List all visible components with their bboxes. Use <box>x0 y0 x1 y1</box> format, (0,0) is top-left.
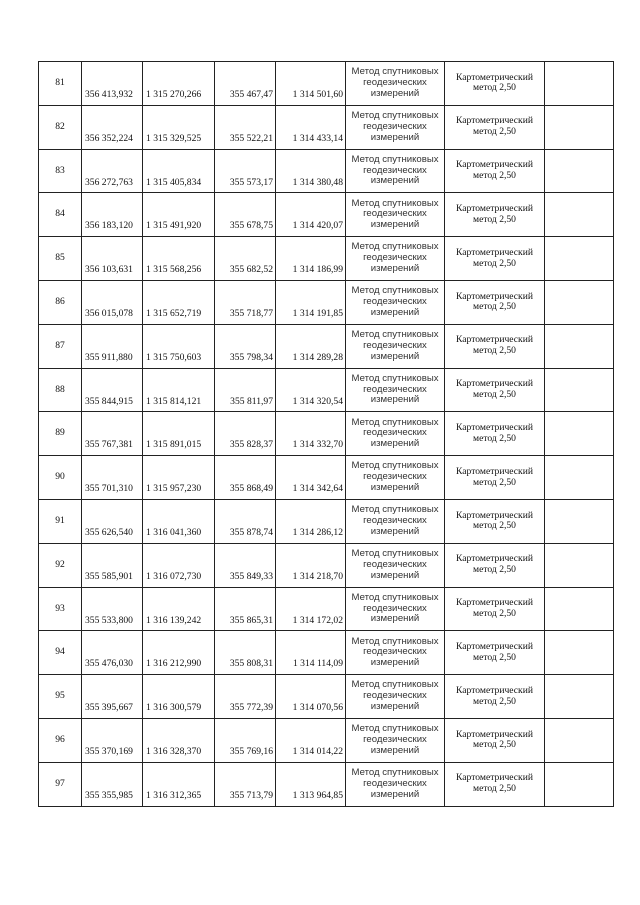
empty-cell <box>545 324 614 368</box>
y-previous-coordinate-cell: 1 314 501,60 <box>276 62 346 106</box>
y-coordinate-cell: 1 315 957,230 <box>143 456 215 500</box>
table-row <box>39 631 614 675</box>
method-cell: Метод спутниковых геодезических измерений <box>346 762 445 806</box>
y-previous-coordinate-cell: 1 314 114,09 <box>276 631 346 675</box>
x-coordinate-cell: 355 585,901 <box>82 543 143 587</box>
method-cell: Метод спутниковых геодезических измерений <box>346 412 445 456</box>
y-previous-coordinate-cell: 1 314 289,28 <box>276 324 346 368</box>
accuracy-cell: Картометрический метод 2,50 <box>445 62 545 106</box>
accuracy-cell: Картометрический метод 2,50 <box>445 762 545 806</box>
accuracy-cell: Картометрический метод 2,50 <box>445 675 545 719</box>
x-coordinate-cell: 355 370,169 <box>82 718 143 762</box>
y-coordinate-cell: 1 316 328,370 <box>143 718 215 762</box>
table-row <box>39 543 614 587</box>
y-previous-coordinate-cell: 1 314 186,99 <box>276 237 346 281</box>
x-coordinate-cell: 355 844,915 <box>82 368 143 412</box>
y-previous-coordinate-cell: 1 314 172,02 <box>276 587 346 631</box>
method-cell: Метод спутниковых геодезических измерений <box>346 718 445 762</box>
method-cell: Метод спутниковых геодезических измерений <box>346 631 445 675</box>
method-cell: Метод спутниковых геодезических измерений <box>346 456 445 500</box>
x-previous-coordinate-cell: 355 718,77 <box>215 280 276 324</box>
table-row <box>39 368 614 412</box>
empty-cell <box>545 499 614 543</box>
x-previous-coordinate-cell: 355 678,75 <box>215 193 276 237</box>
x-coordinate-cell: 356 183,120 <box>82 193 143 237</box>
empty-cell <box>545 280 614 324</box>
y-coordinate-cell: 1 316 139,242 <box>143 587 215 631</box>
y-coordinate-cell: 1 315 568,256 <box>143 237 215 281</box>
method-cell: Метод спутниковых геодезических измерений <box>346 105 445 149</box>
coordinates-table <box>38 61 614 807</box>
y-coordinate-cell: 1 315 750,603 <box>143 324 215 368</box>
point-number: 85 <box>39 237 82 281</box>
accuracy-cell: Картометрический метод 2,50 <box>445 105 545 149</box>
empty-cell <box>545 543 614 587</box>
x-previous-coordinate-cell: 355 878,74 <box>215 499 276 543</box>
y-previous-coordinate-cell: 1 314 070,56 <box>276 675 346 719</box>
method-cell: Метод спутниковых геодезических измерений <box>346 587 445 631</box>
table-row <box>39 762 614 806</box>
method-cell: Метод спутниковых геодезических измерений <box>346 62 445 106</box>
table-row <box>39 499 614 543</box>
x-previous-coordinate-cell: 355 769,16 <box>215 718 276 762</box>
x-coordinate-cell: 355 476,030 <box>82 631 143 675</box>
point-number: 97 <box>39 762 82 806</box>
accuracy-cell: Картометрический метод 2,50 <box>445 543 545 587</box>
empty-cell <box>545 675 614 719</box>
point-number: 82 <box>39 105 82 149</box>
point-number: 87 <box>39 324 82 368</box>
accuracy-cell: Картометрический метод 2,50 <box>445 149 545 193</box>
accuracy-cell: Картометрический метод 2,50 <box>445 456 545 500</box>
table-body <box>39 62 614 807</box>
method-cell: Метод спутниковых геодезических измерений <box>346 280 445 324</box>
x-coordinate-cell: 355 701,310 <box>82 456 143 500</box>
x-previous-coordinate-cell: 355 811,97 <box>215 368 276 412</box>
x-previous-coordinate-cell: 355 808,31 <box>215 631 276 675</box>
x-previous-coordinate-cell: 355 467,47 <box>215 62 276 106</box>
table-row <box>39 193 614 237</box>
x-previous-coordinate-cell: 355 828,37 <box>215 412 276 456</box>
x-coordinate-cell: 355 533,800 <box>82 587 143 631</box>
empty-cell <box>545 149 614 193</box>
empty-cell <box>545 587 614 631</box>
table-row <box>39 456 614 500</box>
table-row <box>39 237 614 281</box>
table-row <box>39 675 614 719</box>
y-previous-coordinate-cell: 1 314 218,70 <box>276 543 346 587</box>
table-row <box>39 105 614 149</box>
y-coordinate-cell: 1 316 312,365 <box>143 762 215 806</box>
accuracy-cell: Картометрический метод 2,50 <box>445 324 545 368</box>
empty-cell <box>545 762 614 806</box>
point-number: 81 <box>39 62 82 106</box>
table-row <box>39 324 614 368</box>
x-coordinate-cell: 356 272,763 <box>82 149 143 193</box>
x-coordinate-cell: 355 395,667 <box>82 675 143 719</box>
x-previous-coordinate-cell: 355 573,17 <box>215 149 276 193</box>
y-previous-coordinate-cell: 1 314 380,48 <box>276 149 346 193</box>
method-cell: Метод спутниковых геодезических измерений <box>346 499 445 543</box>
x-previous-coordinate-cell: 355 849,33 <box>215 543 276 587</box>
y-coordinate-cell: 1 315 891,015 <box>143 412 215 456</box>
x-previous-coordinate-cell: 355 772,39 <box>215 675 276 719</box>
y-coordinate-cell: 1 315 329,525 <box>143 105 215 149</box>
x-previous-coordinate-cell: 355 868,49 <box>215 456 276 500</box>
accuracy-cell: Картометрический метод 2,50 <box>445 587 545 631</box>
point-number: 91 <box>39 499 82 543</box>
y-coordinate-cell: 1 316 041,360 <box>143 499 215 543</box>
x-previous-coordinate-cell: 355 798,34 <box>215 324 276 368</box>
y-coordinate-cell: 1 315 491,920 <box>143 193 215 237</box>
x-coordinate-cell: 356 103,631 <box>82 237 143 281</box>
x-previous-coordinate-cell: 355 713,79 <box>215 762 276 806</box>
point-number: 95 <box>39 675 82 719</box>
accuracy-cell: Картометрический метод 2,50 <box>445 499 545 543</box>
empty-cell <box>545 368 614 412</box>
method-cell: Метод спутниковых геодезических измерений <box>346 543 445 587</box>
y-previous-coordinate-cell: 1 314 332,70 <box>276 412 346 456</box>
y-previous-coordinate-cell: 1 314 342,64 <box>276 456 346 500</box>
point-number: 83 <box>39 149 82 193</box>
table-row <box>39 412 614 456</box>
x-coordinate-cell: 355 626,540 <box>82 499 143 543</box>
y-previous-coordinate-cell: 1 314 191,85 <box>276 280 346 324</box>
point-number: 90 <box>39 456 82 500</box>
x-coordinate-cell: 356 413,932 <box>82 62 143 106</box>
y-coordinate-cell: 1 315 652,719 <box>143 280 215 324</box>
empty-cell <box>545 193 614 237</box>
y-previous-coordinate-cell: 1 314 433,14 <box>276 105 346 149</box>
table-row <box>39 149 614 193</box>
accuracy-cell: Картометрический метод 2,50 <box>445 412 545 456</box>
accuracy-cell: Картометрический метод 2,50 <box>445 237 545 281</box>
empty-cell <box>545 237 614 281</box>
point-number: 84 <box>39 193 82 237</box>
accuracy-cell: Картометрический метод 2,50 <box>445 631 545 675</box>
y-previous-coordinate-cell: 1 314 014,22 <box>276 718 346 762</box>
point-number: 93 <box>39 587 82 631</box>
empty-cell <box>545 62 614 106</box>
y-coordinate-cell: 1 315 814,121 <box>143 368 215 412</box>
y-coordinate-cell: 1 316 072,730 <box>143 543 215 587</box>
method-cell: Метод спутниковых геодезических измерений <box>346 237 445 281</box>
y-previous-coordinate-cell: 1 314 420,07 <box>276 193 346 237</box>
point-number: 86 <box>39 280 82 324</box>
method-cell: Метод спутниковых геодезических измерений <box>346 193 445 237</box>
accuracy-cell: Картометрический метод 2,50 <box>445 280 545 324</box>
table-row <box>39 718 614 762</box>
table-row <box>39 587 614 631</box>
empty-cell <box>545 631 614 675</box>
x-previous-coordinate-cell: 355 682,52 <box>215 237 276 281</box>
y-previous-coordinate-cell: 1 313 964,85 <box>276 762 346 806</box>
point-number: 89 <box>39 412 82 456</box>
method-cell: Метод спутниковых геодезических измерений <box>346 149 445 193</box>
table-row <box>39 62 614 106</box>
y-coordinate-cell: 1 315 270,266 <box>143 62 215 106</box>
point-number: 94 <box>39 631 82 675</box>
accuracy-cell: Картометрический метод 2,50 <box>445 193 545 237</box>
method-cell: Метод спутниковых геодезических измерений <box>346 324 445 368</box>
point-number: 96 <box>39 718 82 762</box>
accuracy-cell: Картометрический метод 2,50 <box>445 368 545 412</box>
method-cell: Метод спутниковых геодезических измерений <box>346 368 445 412</box>
x-coordinate-cell: 355 911,880 <box>82 324 143 368</box>
table-row <box>39 280 614 324</box>
x-previous-coordinate-cell: 355 865,31 <box>215 587 276 631</box>
empty-cell <box>545 105 614 149</box>
x-coordinate-cell: 356 015,078 <box>82 280 143 324</box>
x-coordinate-cell: 355 355,985 <box>82 762 143 806</box>
y-coordinate-cell: 1 316 300,579 <box>143 675 215 719</box>
point-number: 92 <box>39 543 82 587</box>
accuracy-cell: Картометрический метод 2,50 <box>445 718 545 762</box>
x-coordinate-cell: 356 352,224 <box>82 105 143 149</box>
y-coordinate-cell: 1 316 212,990 <box>143 631 215 675</box>
point-number: 88 <box>39 368 82 412</box>
empty-cell <box>545 456 614 500</box>
empty-cell <box>545 718 614 762</box>
y-coordinate-cell: 1 315 405,834 <box>143 149 215 193</box>
y-previous-coordinate-cell: 1 314 286,12 <box>276 499 346 543</box>
x-coordinate-cell: 355 767,381 <box>82 412 143 456</box>
empty-cell <box>545 412 614 456</box>
method-cell: Метод спутниковых геодезических измерений <box>346 675 445 719</box>
y-previous-coordinate-cell: 1 314 320,54 <box>276 368 346 412</box>
x-previous-coordinate-cell: 355 522,21 <box>215 105 276 149</box>
